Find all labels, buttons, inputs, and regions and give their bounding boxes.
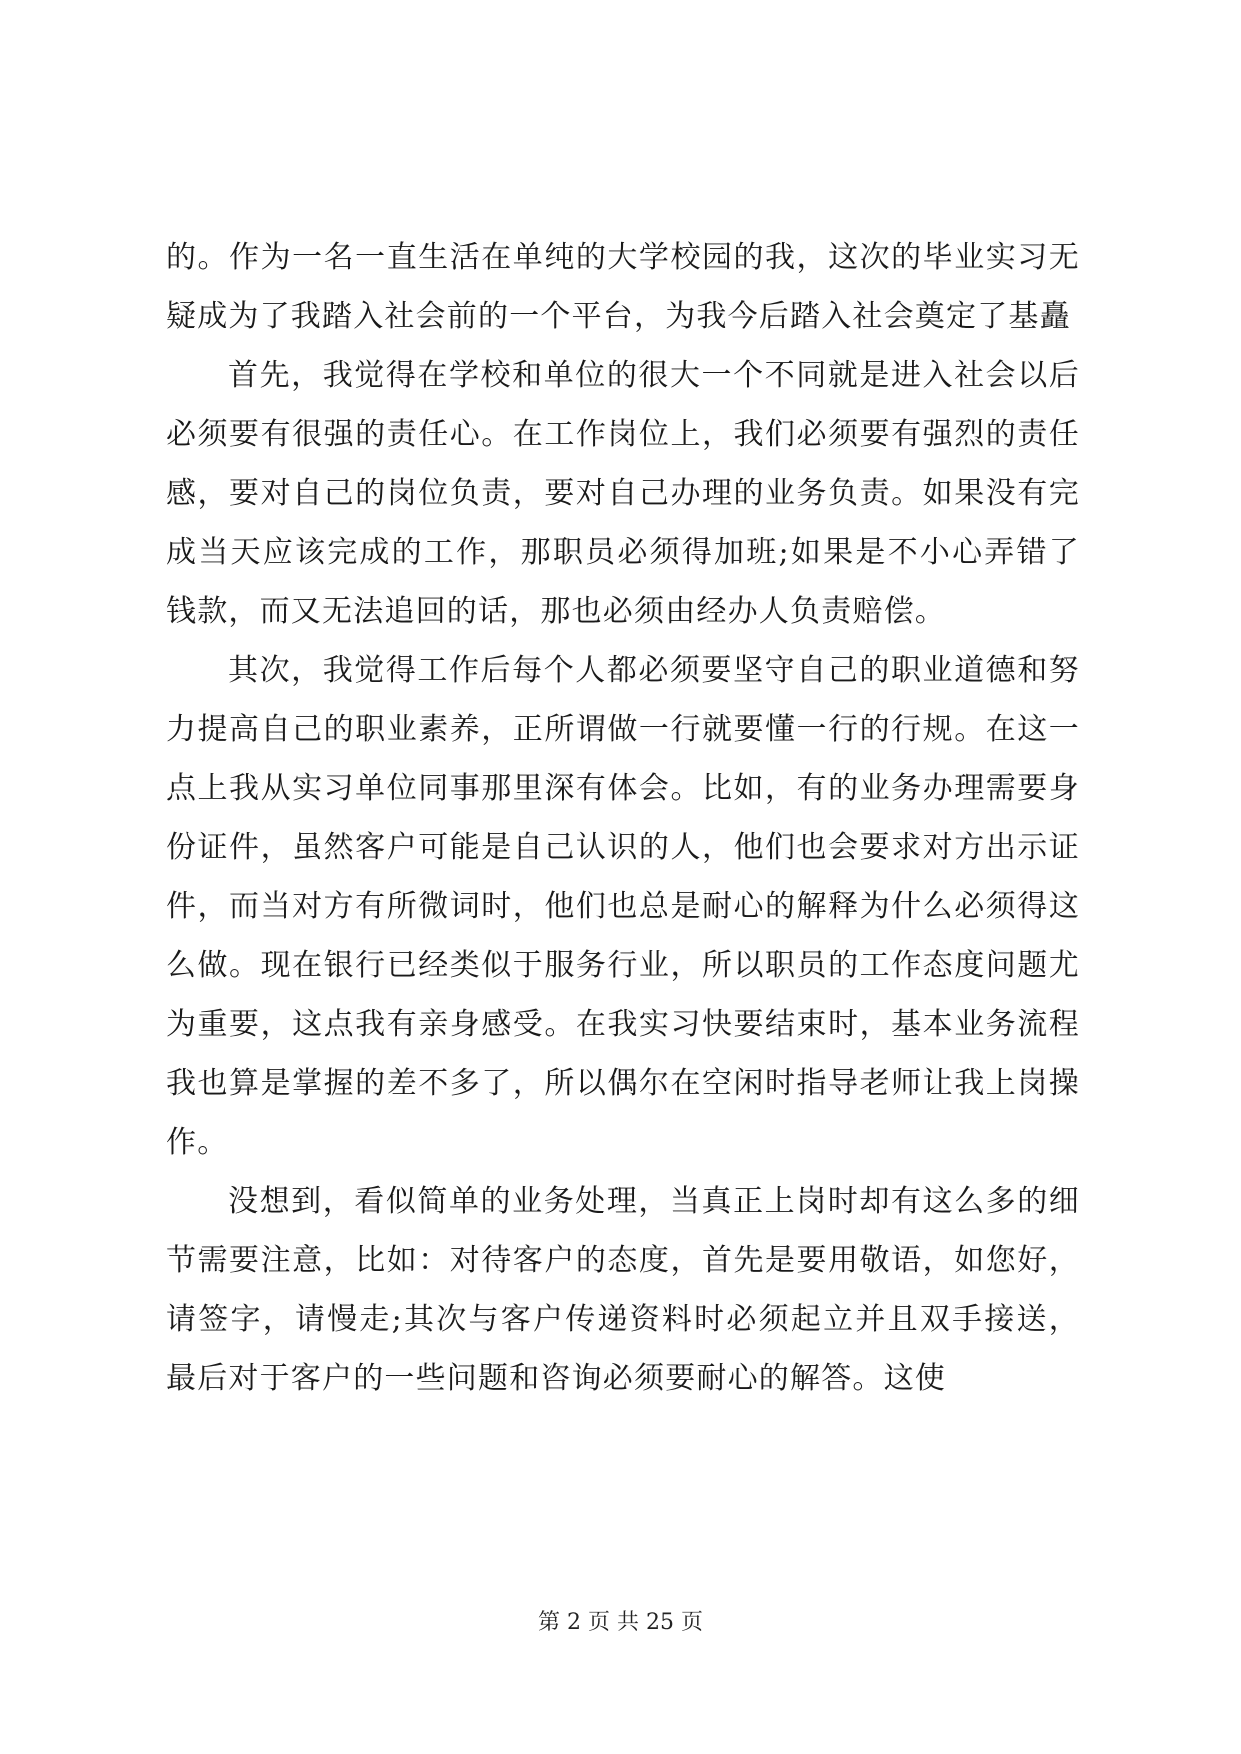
paragraph-responsibility: 首先，我觉得在学校和单位的很大一个不同就是进入社会以后必须要有很强的责任心。在工作岗位上，我们必须要有强烈的责任感，要对自己的岗位负责，要对自己办理的业务负责。如果没有完成当天应该完成的工作，那职员必须得加班;如果是不小心弄错了钱款，而又无法追回的话，那也必须由经办人负责赔偿。	[166, 358, 1080, 629]
paragraph-details: 没想到，看似简单的业务处理，当真正上岗时却有这么多的细节需要注意，比如：对待客户的态度，首先是要用敬语，如您好，请签字，请慢走;其次与客户传递资料时必须起立并且双手接送，最后对于客户的一些问题和咨询必须要耐心的解答。这使	[166, 1184, 1080, 1396]
page-footer: 第 2 页 共 25 页	[538, 1610, 703, 1635]
document-body	[166, 228, 1080, 1408]
paragraph-professional-ethics: 其次，我觉得工作后每个人都必须要坚守自己的职业道德和努力提高自己的职业素养，正所谓做一行就要懂一行的行规。在这一点上我从实习单位同事那里深有体会。比如，有的业务办理需要身份证件，虽然客户可能是自己认识的人，他们也会要求对方出示证件，而当对方有所微词时，他们也总是耐心的解释为什么必须得这么做。现在银行已经类似于服务行业，所以职员的工作态度问题尤为重要，这点我有亲身感受。在我实习快要结束时，基本业务流程我也算是掌握的差不多了，所以偶尔在空闲时指导老师让我上岗操作。	[166, 653, 1080, 1160]
paragraph-continuation: 的。作为一名一直生活在单纯的大学校园的我，这次的毕业实习无疑成为了我踏入社会前的一个平台，为我今后踏入社会奠定了基矗	[166, 240, 1080, 334]
